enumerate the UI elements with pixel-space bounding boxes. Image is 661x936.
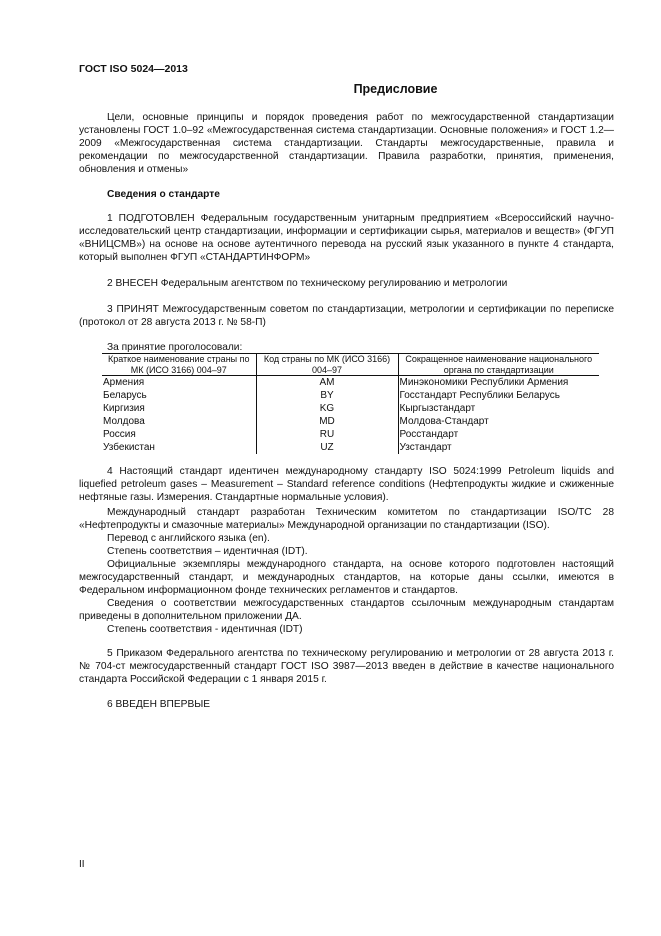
table-row [102, 415, 599, 428]
table-cell-code: RU [256, 428, 398, 441]
table-cell-code: UZ [256, 441, 398, 454]
item-4-conformity: Степень соответствия – идентичная (IDT). [107, 546, 308, 557]
table-cell-code: BY [256, 389, 398, 402]
vote-intro: За принятие проголосовали: [107, 342, 243, 353]
table-cell-country: Узбекистан [103, 441, 155, 453]
table-cell-body: Кыргызстандарт [398, 402, 599, 415]
table-header-body: Сокращенное наименование национального органа по стандартизации [398, 354, 599, 376]
item-1-paragraph: 1 ПОДГОТОВЛЕН Федеральным государственным унитарным предприятием «Всероссийский научно-исследовательский центр стандартизации, информации и сертификации сырья, материалов и веществ» (ФГУП «ВНИЦСМВ») на основе на основе аутентичного перевода на русский язык указанного в пункте 4 стандарта, который выполнен ФГУП «СТАНДАРТИНФОРМ» [79, 213, 614, 263]
table-row [102, 376, 599, 390]
section-subheading: Сведения о стандарте [107, 189, 220, 200]
table-row [102, 441, 599, 454]
item-4-committee: Международный стандарт разработан Техническим комитетом по стандартизации ISO/TC 28 «Нефтепродукты и смазочные материалы» Международной организации по стандартизации (ISO). [79, 507, 614, 531]
table-header-code: Код страны по МК (ИСО 3166) 004–97 [256, 354, 398, 376]
item-4-official-copies: Официальные экземпляры международного стандарта, на основе которого подготовлен настоящий межгосударственный стандарт, и международных стандартов, на которые даны ссылки, имеются в Федеральном информационном фонде технических регламентов и стандартов. [79, 559, 614, 596]
table-cell-code: KG [256, 402, 398, 415]
table-cell-country: Россия [103, 428, 136, 440]
table-row [102, 402, 599, 415]
table-header-row [102, 354, 599, 376]
document-header-id: ГОСТ ISO 5024—2013 [79, 63, 188, 75]
item-4-paragraph: 4 Настоящий стандарт идентичен международному стандарту ISO 5024:1999 Petroleum liquids and liquefied petroleum gases – Measurement – Standard reference conditions (Нефтепродукты жидкие и сжиженные нефтяные газы. Измерения. Стандартные нормальные условия). [79, 466, 614, 503]
table-cell-country: Киргизия [103, 402, 145, 414]
item-4-translation: Перевод с английского языка (en). [107, 533, 270, 544]
voting-countries-table [102, 353, 599, 454]
table-cell-code: MD [256, 415, 398, 428]
table-cell-country: Молдова [103, 415, 145, 427]
table-cell-code: AM [256, 376, 398, 390]
table-cell-body: Госстандарт Республики Беларусь [398, 389, 599, 402]
page-number: II [79, 859, 85, 870]
item-3-paragraph: 3 ПРИНЯТ Межгосударственным советом по стандартизации, метрологии и сертификации по переписке (протокол от 28 августа 2013 г. № 58-П) [79, 304, 614, 328]
table-header-country: Краткое наименование страны по МК (ИСО 3166) 004–97 [102, 354, 256, 376]
table-cell-country: Беларусь [103, 389, 147, 401]
item-6-paragraph: 6 ВВЕДЕН ВПЕРВЫЕ [107, 699, 211, 710]
table-cell-body: Росстандарт [398, 428, 599, 441]
intro-paragraph: Цели, основные принципы и порядок проведения работ по межгосударственной стандартизации установлены ГОСТ 1.0–92 «Межгосударственная система стандартизации. Основные положения» и ГОСТ 1.2—2009 «Межгосударственная система стандартизации. Стандарты межгосударственные, правила и рекомендации по межгосударственной стандартизации. Правила разработки, принятия, применения, обновления и отмены» [79, 112, 614, 175]
table-row [102, 389, 599, 402]
item-4-conformity-2: Степень соответствия - идентичная (IDT) [107, 624, 303, 635]
table-row [102, 428, 599, 441]
item-4-references: Сведения о соответствии межгосударственных стандартов ссылочным международным стандартам приведены в дополнительном приложении ДА. [79, 598, 614, 622]
table-cell-body: Минэкономики Республики Армения [398, 376, 599, 390]
table-cell-body: Молдова-Стандарт [398, 415, 599, 428]
item-5-paragraph: 5 Приказом Федерального агентства по техническому регулированию и метрологии от 28 августа 2013 г. № 704-ст межгосударственный стандарт ГОСТ ISO 3987—2013 введен в действие в качестве национального стандарта Российской Федерации с 1 января 2015 г. [79, 648, 614, 685]
page-title: Предисловие [353, 82, 438, 96]
table-cell-body: Узстандарт [398, 441, 599, 454]
item-2-paragraph: 2 ВНЕСЕН Федеральным агентством по техническому регулированию и метрологии [107, 278, 508, 289]
table-cell-country: Армения [103, 376, 145, 388]
